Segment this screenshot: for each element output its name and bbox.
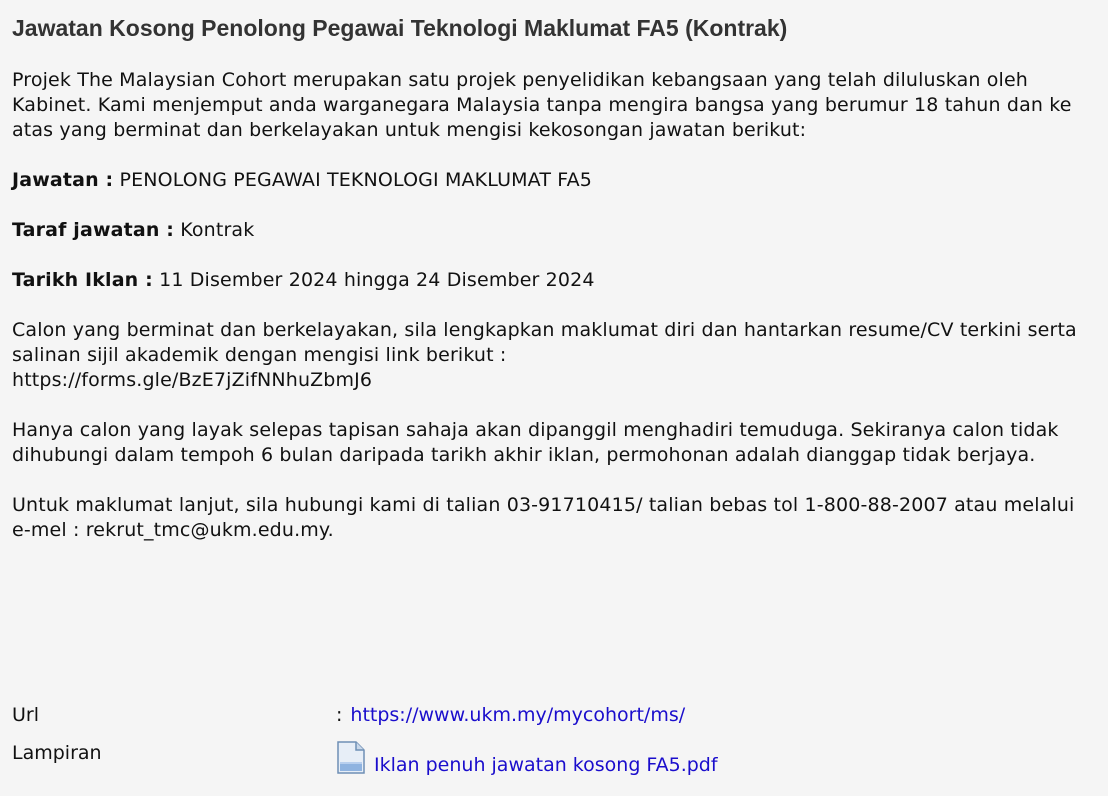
meta-section bbox=[12, 703, 1092, 778]
attachment-link[interactable]: Iklan penuh jawatan kosong FA5.pdf bbox=[374, 754, 718, 776]
attachment-label: Lampiran bbox=[12, 742, 102, 764]
url-row bbox=[12, 703, 1092, 741]
field-taraf-label: Taraf jawatan : bbox=[12, 219, 175, 241]
field-jawatan-value: PENOLONG PEGAWAI TEKNOLOGI MAKLUMAT FA5 bbox=[119, 169, 593, 191]
url-label: Url bbox=[12, 704, 39, 726]
field-tarikh-value: 11 Disember 2024 hingga 24 Disember 2024 bbox=[159, 269, 595, 291]
attachment-value-cell bbox=[336, 741, 718, 778]
field-tarikh bbox=[12, 268, 1096, 293]
apply-form-link: https://forms.gle/BzE7jZifNNhuZbmJ6 bbox=[12, 369, 373, 391]
url-link[interactable]: https://www.ukm.my/mycohort/ms/ bbox=[350, 704, 686, 726]
intro-paragraph: Projek The Malaysian Cohort merupakan satu projek penyelidikan kebangsaan yang telah diluluskan oleh Kabinet. Kami menjemput anda warganegara Malaysia tanpa mengira bangsa yang berumur 18 tahun dan ke atas yang berminat dan berkelayakan untuk mengisi kekosongan jawatan berikut: bbox=[12, 69, 1072, 141]
field-taraf bbox=[12, 218, 1096, 243]
field-tarikh-label: Tarikh Iklan : bbox=[12, 269, 153, 291]
field-jawatan-label: Jawatan : bbox=[12, 169, 114, 191]
apply-text: Calon yang berminat dan berkelayakan, sila lengkapkan maklumat diri dan hantarkan resume/CV terkini serta salinan sijil akademik dengan mengisi link berikut : bbox=[12, 319, 1077, 366]
pdf-file-icon[interactable] bbox=[336, 741, 366, 775]
attachment-row bbox=[12, 741, 1092, 778]
field-taraf-value: Kontrak bbox=[180, 219, 255, 241]
contact-paragraph: Untuk maklumat lanjut, sila hubungi kami di talian 03-91710415/ talian bebas tol 1-800-88-2007 atau melalui e-mel : rekrut_tmc@ukm.edu.my. bbox=[12, 494, 1075, 541]
page-title: Jawatan Kosong Penolong Pegawai Teknologi Maklumat FA5 (Kontrak) bbox=[12, 15, 788, 41]
apply-paragraph bbox=[12, 318, 1096, 393]
url-separator: : bbox=[336, 704, 343, 726]
field-jawatan bbox=[12, 168, 1096, 193]
shortlist-paragraph: Hanya calon yang layak selepas tapisan sahaja akan dipanggil menghadiri temuduga. Sekiranya calon tidak dihubungi dalam tempoh 6 bulan daripada tarikh akhir iklan, permohonan adalah dianggap tidak berjaya. bbox=[12, 419, 1059, 466]
url-value-cell bbox=[336, 703, 685, 728]
job-description bbox=[12, 68, 1096, 543]
